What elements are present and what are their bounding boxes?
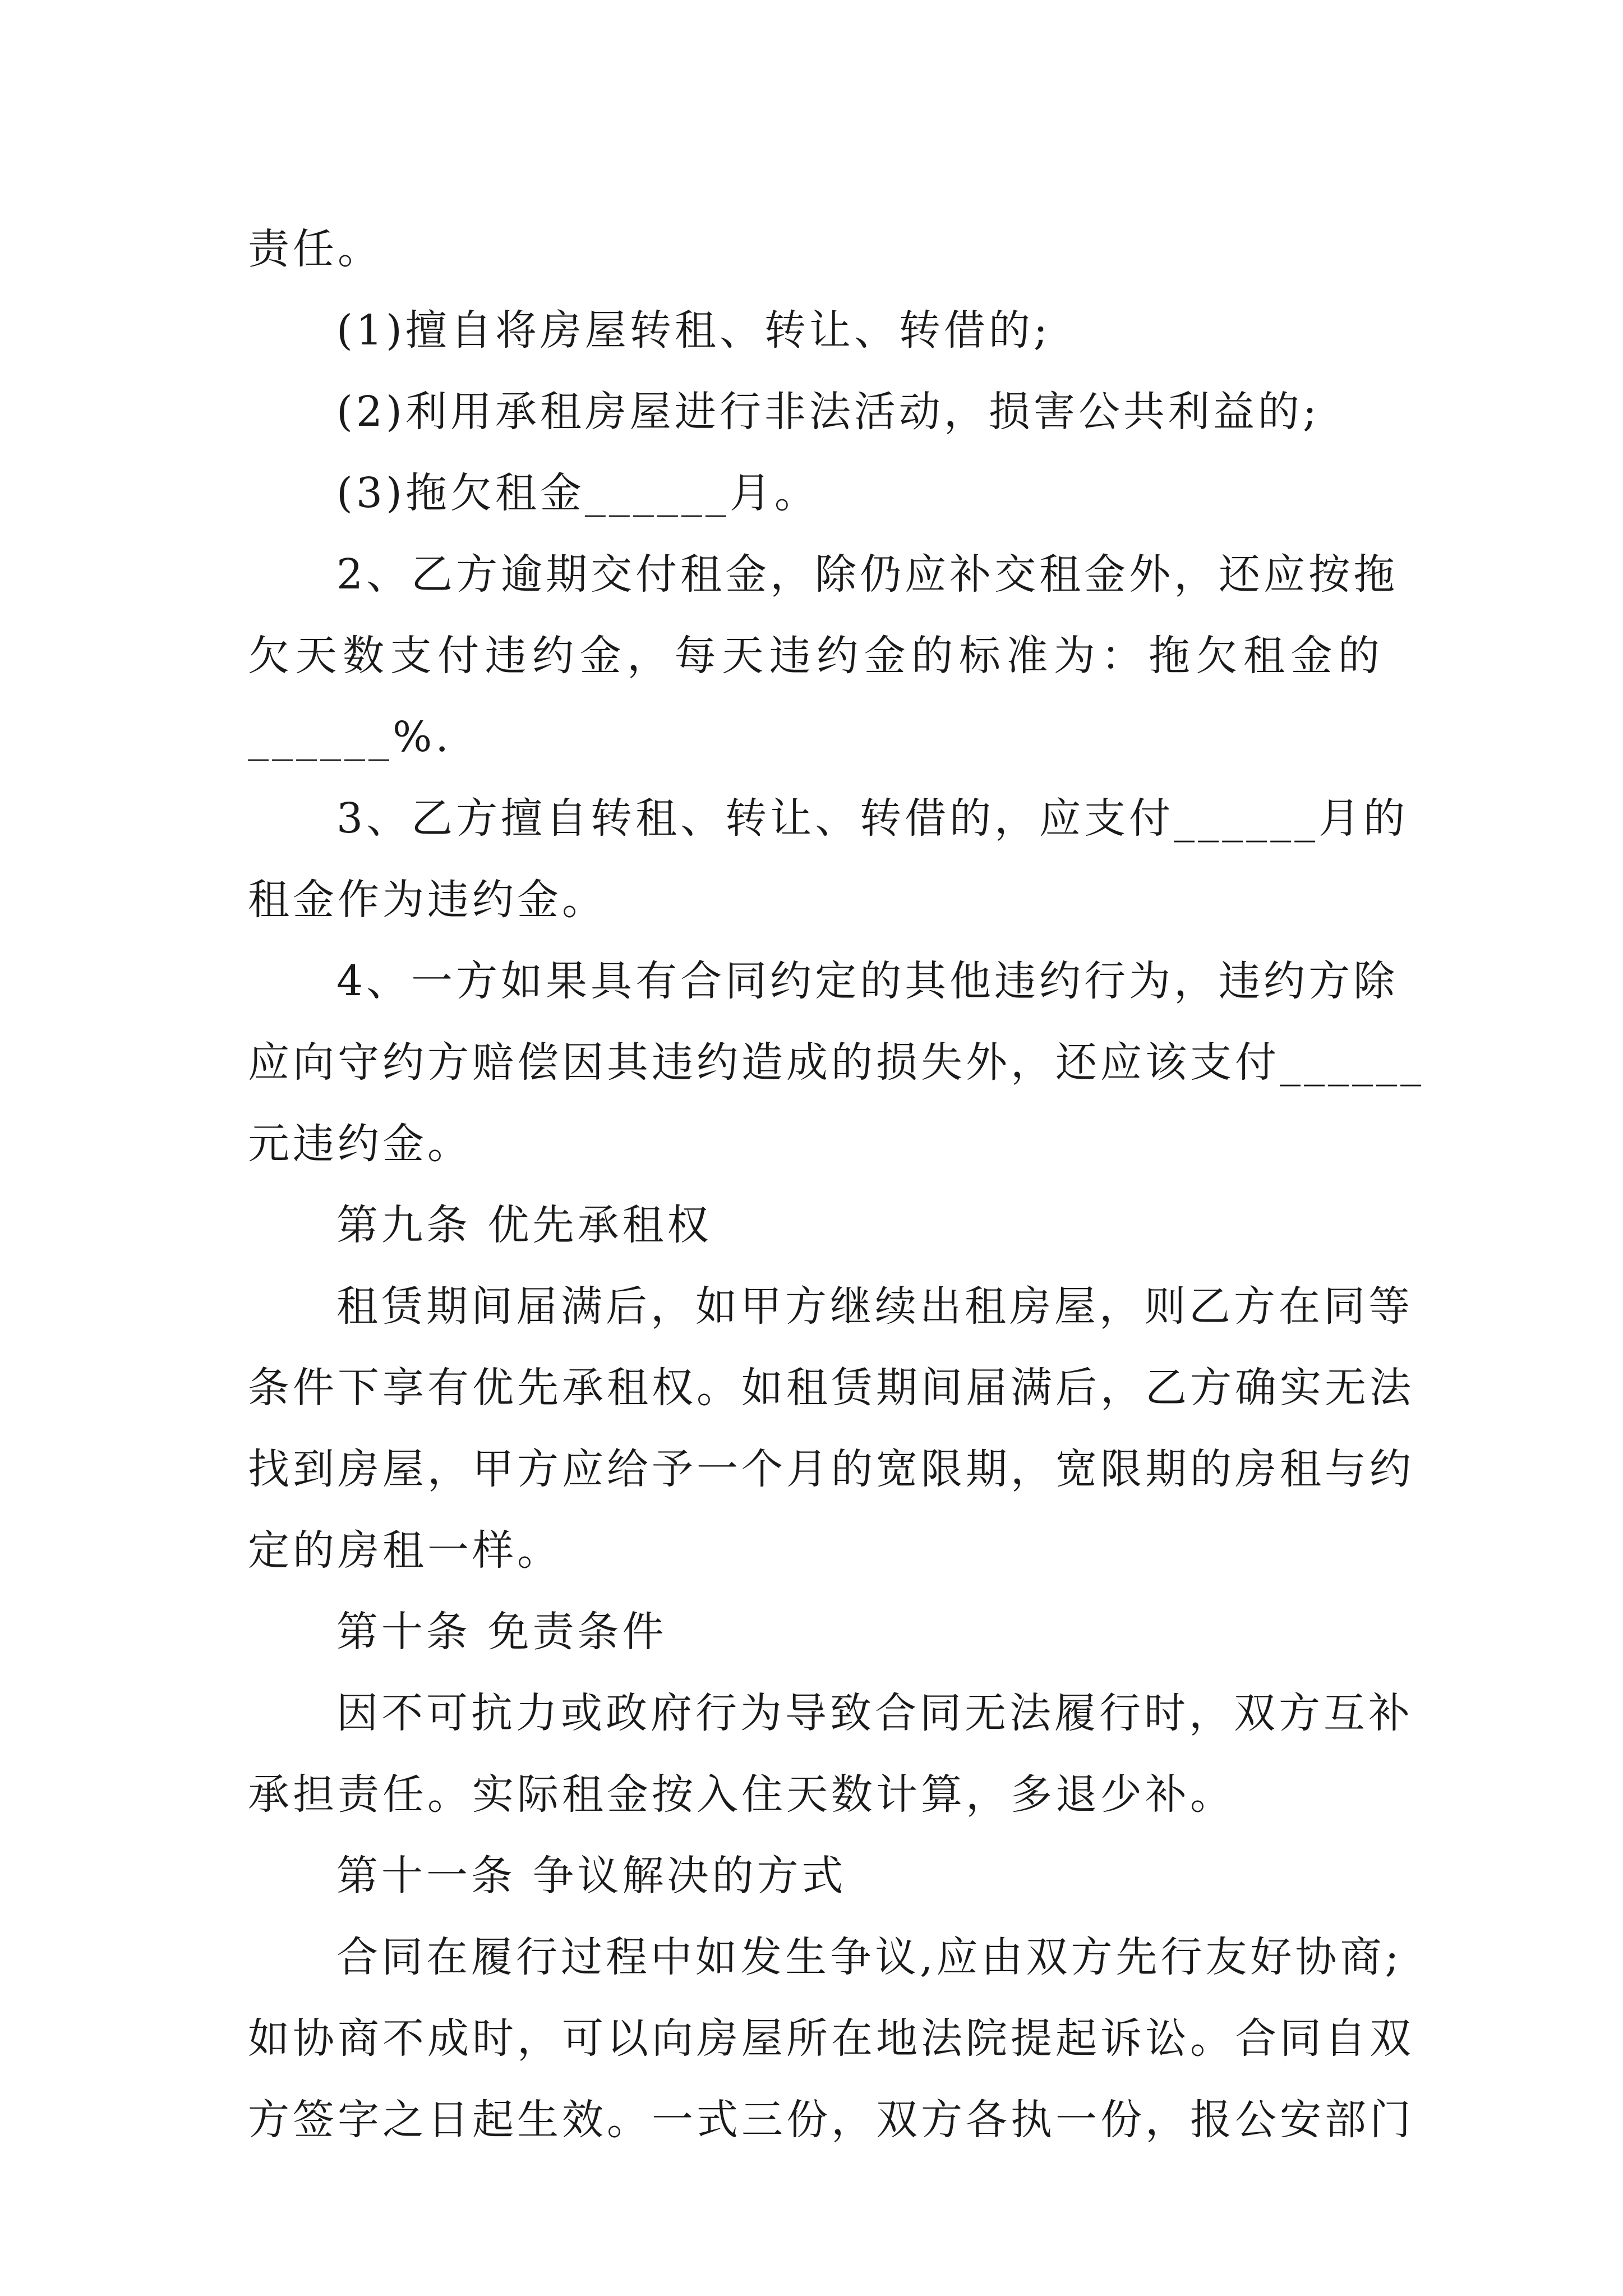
text-line: ______%.: [248, 713, 452, 761]
text-line: 定的房租一样。: [248, 1526, 562, 1575]
text-line: 方签字之日起生效。一式三份，双方各执一份，报公安部门: [248, 2096, 1414, 2144]
text-line: 条件下享有优先承租权。如租赁期间届满后，乙方确实无法: [248, 1364, 1414, 1412]
section-heading-10: 第十条 免责条件: [336, 1608, 667, 1656]
text-line: 租赁期间届满后，如甲方继续出租房屋，则乙方在同等: [336, 1282, 1413, 1331]
section-heading-11: 第十一条 争议解决的方式: [336, 1852, 847, 1900]
text-line: 责任。: [248, 225, 382, 273]
clause-item-1: (1)擅自将房屋转租、转让、转借的;: [336, 306, 1051, 355]
text-line: 找到房屋，甲方应给予一个月的宽限期，宽限期的房租与约: [248, 1445, 1414, 1493]
text-line: 承担责任。实际租金按入住天数计算，多退少补。: [248, 1770, 1235, 1819]
text-line: 4、一方如果具有合同约定的其他违约行为，违约方除: [336, 957, 1399, 1005]
text-line: 租金作为违约金。: [248, 876, 607, 924]
text-line: 应向守约方赔偿因其违约造成的损失外，还应该支付______: [248, 1038, 1424, 1087]
section-heading-9: 第九条 优先承租权: [336, 1201, 712, 1249]
text-line: 欠天数支付违约金，每天违约金的标准为：拖欠租金的: [248, 632, 1383, 680]
text-line: 2、乙方逾期交付租金，除仍应补交租金外，还应按拖: [336, 550, 1399, 599]
clause-item-3: (3)拖欠租金______月。: [336, 469, 819, 517]
text-line: 因不可抗力或政府行为导致合同无法履行时，双方互补: [336, 1689, 1413, 1737]
text-line: 元违约金。: [248, 1120, 472, 1168]
text-line: 合同在履行过程中如发生争议,应由双方先行友好协商;: [336, 1933, 1403, 1981]
text-line: 如协商不成时，可以向房屋所在地法院提起诉讼。合同自双: [248, 2014, 1414, 2063]
text-line: 3、乙方擅自转租、转让、转借的，应支付______月的: [336, 794, 1409, 843]
document-body: [248, 209, 1424, 2161]
clause-item-2: (2)利用承租房屋进行非法活动，损害公共利益的;: [336, 388, 1320, 436]
